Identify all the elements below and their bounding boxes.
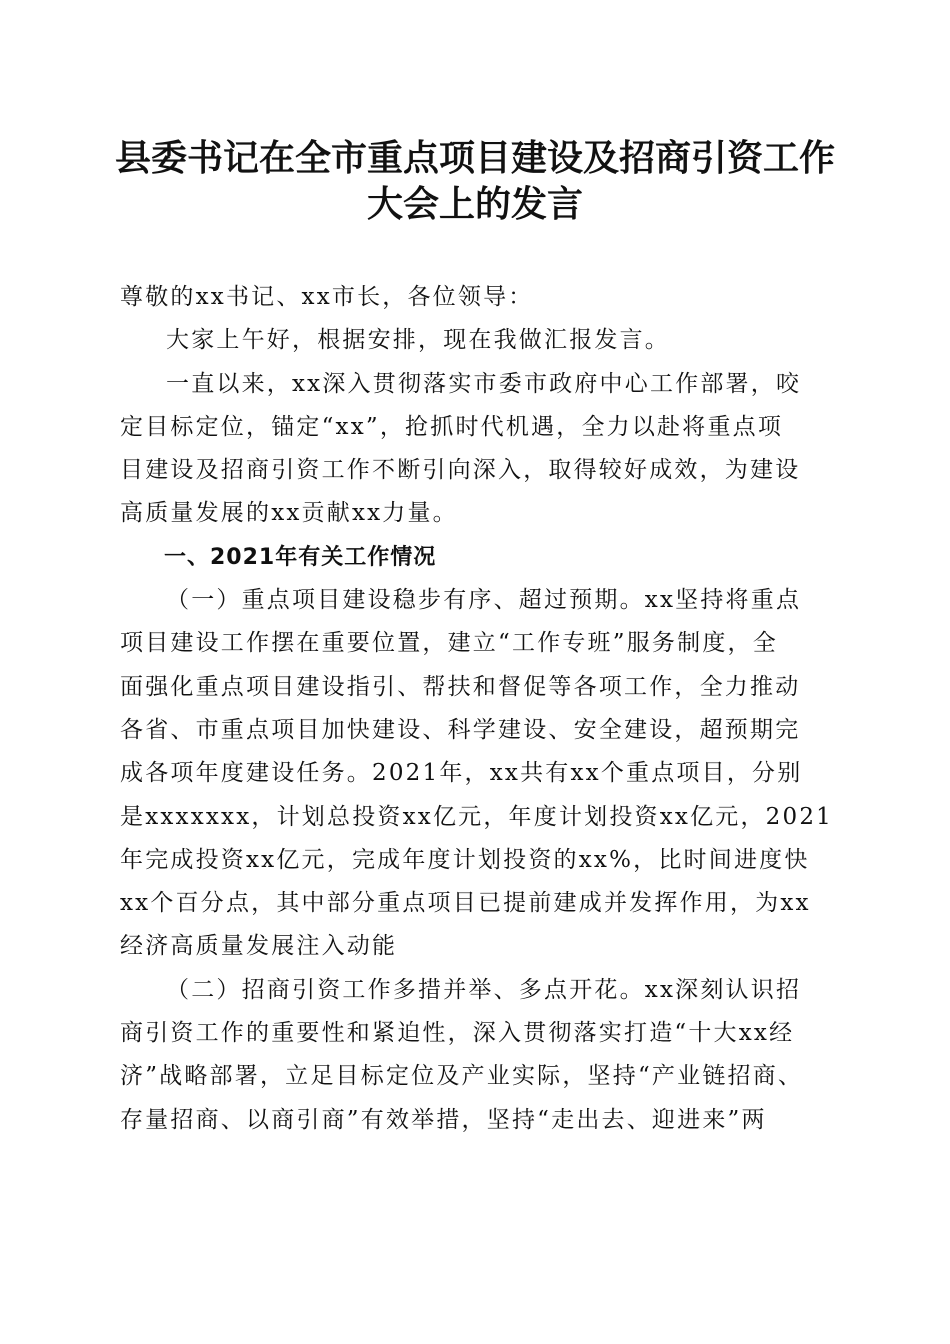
subsection-1-paragraph xyxy=(120,579,834,969)
title-line-1: 县委书记在全市重点项目建设及招商引资工作 xyxy=(114,137,835,179)
text-line: 商引资工作的重要性和紧迫性，深入贯彻落实打造“十大xx经 xyxy=(120,1020,795,1047)
subsection-2-paragraph xyxy=(120,969,828,1142)
salutation: 尊敬的xx书记、xx市长，各位领导： xyxy=(120,284,534,310)
text-line: 定目标定位，锚定“xx”，抢抓时代机遇，全力以赴将重点项 xyxy=(120,413,784,440)
text-line: 一直以来，xx深入贯彻落实市委市政府中心工作部署，咬 xyxy=(166,370,802,397)
text-line: （二）招商引资工作多措并举、多点开花。xx深刻认识招 xyxy=(166,976,802,1003)
document-body xyxy=(120,276,834,1142)
document-title xyxy=(0,135,950,227)
text-line: 年完成投资xx亿元，完成年度计划投资的xx%，比时间进度快 xyxy=(120,846,810,873)
text-line: 存量招商、以商引商”有效举措，坚持“走出去、迎进来”两 xyxy=(120,1106,767,1133)
text-line: （一）重点项目建设稳步有序、超过预期。xx坚持将重点 xyxy=(166,587,802,614)
text-line: 各省、市重点项目加快建设、科学建设、安全建设，超预期完 xyxy=(120,716,801,743)
text-line: xx个百分点，其中部分重点项目已提前建成并发挥作用，为xx xyxy=(120,890,811,917)
text-line: 济”战略部署，立足目标定位及产业实际，坚持“产业链招商、 xyxy=(120,1063,804,1090)
text-line: 高质量发展的xx贡献xx力量。 xyxy=(120,500,458,527)
intro-paragraph xyxy=(120,363,828,536)
title-line-2: 大会上的发言 xyxy=(366,183,583,225)
text-line: 是xxxxxxx，计划总投资xx亿元，年度计划投资xx亿元，2021 xyxy=(120,803,834,830)
text-line: 目建设及招商引资工作不断引向深入，取得较好成效，为建设 xyxy=(120,457,801,484)
text-line: 经济高质量发展注入动能 xyxy=(120,933,398,960)
greeting-paragraph: 大家上午好，根据安排，现在我做汇报发言。 xyxy=(166,327,670,354)
section-heading: 一、2021年有关工作情况 xyxy=(164,544,437,570)
text-line: 面强化重点项目建设指引、帮扶和督促等各项工作，全力推动 xyxy=(120,673,801,700)
text-line: 成各项年度建设任务。2021年，xx共有xx个重点项目，分别 xyxy=(120,760,803,787)
text-line: 项目建设工作摆在重要位置，建立“工作专班”服务制度，全 xyxy=(120,630,778,657)
